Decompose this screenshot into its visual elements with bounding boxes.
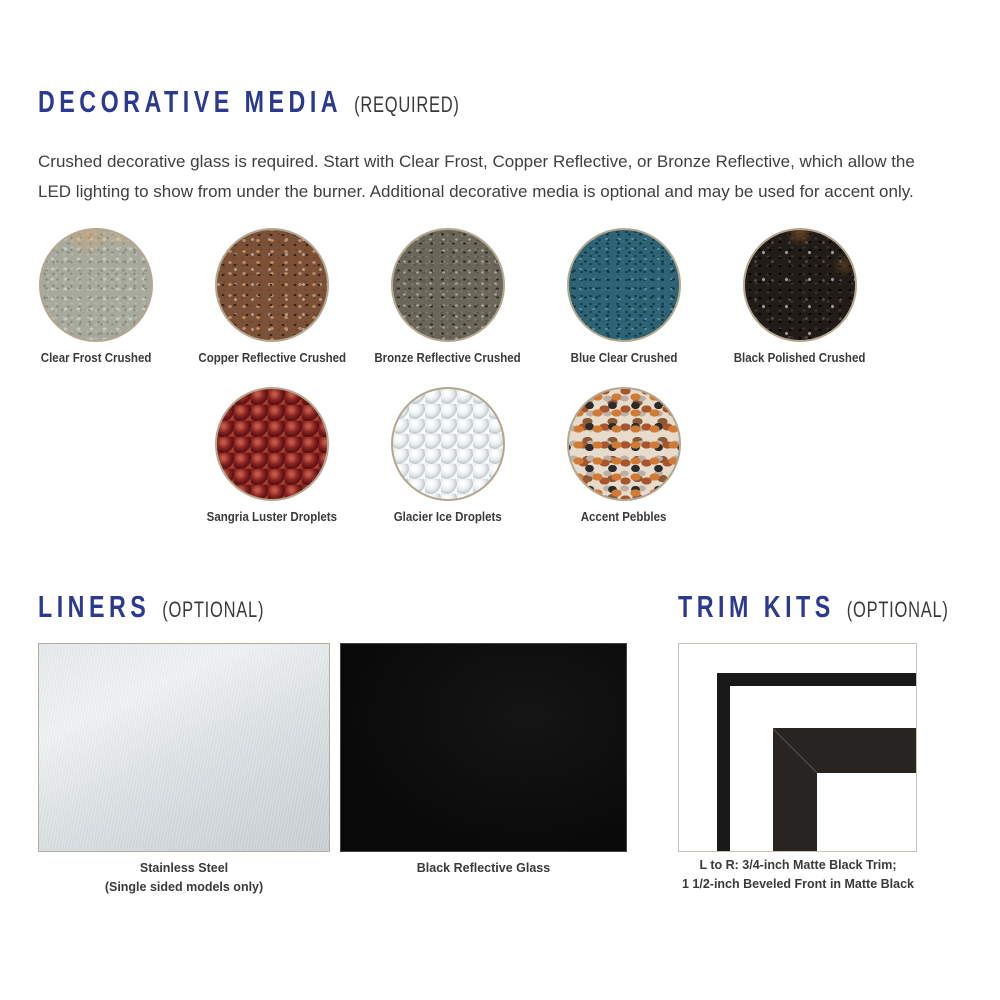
trim-kits-caption-line2: 1 1/2-inch Beveled Front in Matte Black <box>681 877 914 891</box>
media-item-bronze-reflective <box>360 228 536 365</box>
decorative-media-title: DECORATIVE MEDIA <box>38 84 343 119</box>
black-polished-swatch <box>743 228 857 342</box>
media-item-black-polished <box>712 228 888 365</box>
copper-reflective-swatch <box>215 228 329 342</box>
accent-pebbles-swatch <box>567 387 681 501</box>
trim-kits-caption <box>658 856 938 894</box>
media-row-2 <box>184 387 712 524</box>
media-item-copper-reflective <box>184 228 360 365</box>
trim-kit-corner-illustration <box>678 643 917 852</box>
media-label: Clear Frost Crushed <box>40 351 152 365</box>
liners-title: LINERS <box>38 589 151 624</box>
stainless-steel-swatch <box>38 643 330 852</box>
liners-qualifier: (OPTIONAL) <box>162 597 265 622</box>
media-item-sangria-luster <box>184 387 360 524</box>
media-item-glacier-ice <box>360 387 536 524</box>
black-reflective-glass-swatch <box>340 643 627 852</box>
media-label: Blue Clear Crushed <box>570 351 678 365</box>
media-label: Bronze Reflective Crushed <box>374 351 522 365</box>
media-label: Sangria Luster Droplets <box>206 510 338 524</box>
black-reflective-glass-label: Black Reflective Glass <box>416 861 551 875</box>
stainless-steel-caption <box>38 859 330 897</box>
clear-frost-swatch <box>39 228 153 342</box>
media-item-accent-pebbles <box>536 387 712 524</box>
trim-kits-heading <box>678 589 949 625</box>
stainless-steel-label: Stainless Steel <box>139 861 229 875</box>
media-label: Glacier Ice Droplets <box>393 510 503 524</box>
trim-kits-caption-line1: L to R: 3/4-inch Matte Black Trim; <box>699 858 897 872</box>
media-row-1 <box>8 228 888 365</box>
liners-heading <box>38 589 264 625</box>
sangria-luster-swatch <box>215 387 329 501</box>
trim-kits-qualifier: (OPTIONAL) <box>846 597 949 622</box>
bronze-reflective-swatch <box>391 228 505 342</box>
trim-kits-title: TRIM KITS <box>678 589 835 624</box>
beveled-front-trim-profile <box>773 728 916 851</box>
media-label: Black Polished Crushed <box>734 351 866 365</box>
media-item-blue-clear <box>536 228 712 365</box>
decorative-media-qualifier: (REQUIRED) <box>354 92 460 117</box>
blue-clear-swatch <box>567 228 681 342</box>
media-label: Accent Pebbles <box>581 510 667 524</box>
media-label: Copper Reflective Crushed <box>198 351 346 365</box>
decorative-media-description: Crushed decorative glass is required. Start with Clear Frost, Copper Reflective, or Bronze Reflective, which allow the LED lighting to show from under the burner. Additional decorative media is optional and may be used for accent only. <box>38 152 915 201</box>
decorative-media-heading <box>38 84 460 120</box>
glacier-ice-swatch <box>391 387 505 501</box>
media-item-clear-frost <box>8 228 184 365</box>
black-reflective-glass-caption <box>340 859 627 878</box>
stainless-steel-sublabel: (Single sided models only) <box>104 880 264 894</box>
